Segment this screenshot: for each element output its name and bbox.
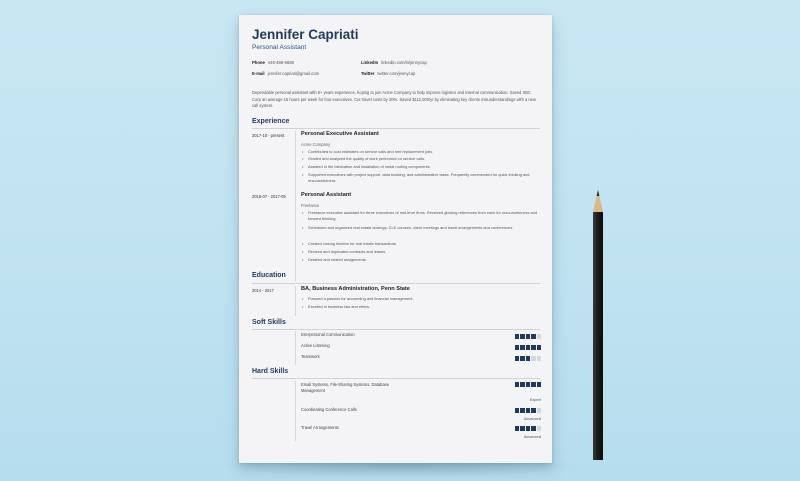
job-bullet: • Contributed to cost estimates on service calls and rent replacement jobs. [301,149,539,155]
skill-rating [515,426,542,431]
job-dates: 2016-07 - 2017-09 [252,194,286,199]
job-bullet: • Created closing binders for real estate transactions. [301,241,539,247]
timeline-line [295,331,296,365]
job-title: Personal Assistant [301,192,352,198]
job-company: Freelance [301,203,320,208]
job-bullet: • Revised and duplicated contracts and leases. [301,249,539,255]
job-bullet: • Scheduled and organized real estate closings, CLE courses, client meetings and travel arrangements and conferences. [301,225,539,231]
skill-rating [515,334,542,339]
skill-name: Active Listening [301,343,330,348]
job-bullet: • Detailed and related assignments. [301,257,539,263]
email-value: jennifer.capriati@gmail.com [267,71,320,76]
skill-rating [515,356,542,361]
rating-square [520,356,525,361]
rating-square [515,345,520,350]
skill-name: Interpersonal Communication [301,332,355,337]
job-bullet: • Assisted in the fabrication and installation of metal roofing components. [301,164,539,170]
skill-name: Teamwork [301,354,320,359]
rating-square [520,408,525,413]
timeline-line [295,131,296,281]
skill-level: Expert [529,397,541,402]
rating-square [520,345,525,350]
rating-square [531,382,536,387]
rating-square [515,408,520,413]
resume-page [239,15,552,463]
education-dates: 2014 - 2017 [252,288,274,293]
rating-square [531,426,536,431]
skill-level: Advanced [523,434,541,439]
education-heading: Education [252,272,286,279]
twitter-value: twitter.com/jennycap [377,71,416,76]
rating-square [515,382,520,387]
twitter-label: Twitter [361,71,375,76]
rating-square [526,356,531,361]
job-bullet: • Graded and analyzed the quality of work performed on service calls. [301,156,539,162]
rating-square [537,408,542,413]
job-bullet: • Supported executives with project support, data tracking, and administrative tasks. Frequently commended for quick thinking and resourcefulness. [301,172,539,184]
linkedin-label: LinkedIn [361,60,379,65]
degree-title: BA, Business Administration, Penn State [301,286,410,292]
rating-square [526,426,531,431]
soft-skills-heading: Soft Skills [252,319,286,326]
skill-rating [515,345,542,350]
phone-label: Phone [252,60,265,65]
pencil [591,190,605,462]
rating-square [537,345,542,350]
section-divider [252,329,540,330]
rating-square [537,382,542,387]
rating-square [526,334,531,339]
rating-square [515,426,520,431]
timeline-line [295,286,296,316]
email-label: E-mail [252,71,265,76]
job-dates: 2017-10 - present [252,133,285,138]
rating-square [531,345,536,350]
rating-square [537,334,542,339]
candidate-name: Jennifer Capriati [252,27,359,42]
summary-text: Dependable personal assistant with 5+ years experience, hoping to join Acme Company to help improve logistics and internal communication. Saved XBC Corp an average 15 hours per week for four executives. Cut travel costs by 20%. Saved $112,000/yr by eliminating key clients misunderstandings with a new call system. [252,90,536,109]
section-divider [252,128,540,129]
candidate-role: Personal Assistant [252,44,307,51]
skill-name: Coordinating Conference Calls [301,407,357,412]
rating-square [515,334,520,339]
contact-linkedin [361,60,427,65]
rating-square [537,426,542,431]
hard-skills-heading: Hard Skills [252,368,289,375]
rating-square [537,356,542,361]
section-divider [252,283,540,284]
job-company: Acme Company [301,142,331,147]
experience-heading: Experience [252,118,290,125]
education-bullet: • Pursued a passion for accounting and financial management. [301,296,539,302]
skill-name: Email Systems, File-Sharing Systems, Database Management [301,382,390,394]
rating-square [526,345,531,350]
job-title: Personal Executive Assistant [301,131,379,137]
contact-phone [252,60,294,65]
contact-email [252,71,319,76]
linkedin-value: linkedin.com/in/jennycap [381,60,427,65]
rating-square [526,382,531,387]
skill-level: Advanced [523,416,541,421]
rating-square [531,334,536,339]
skill-rating [515,382,542,387]
section-divider [252,378,540,379]
rating-square [526,408,531,413]
rating-square [531,356,536,361]
skill-name: Travel Arrangements [301,425,339,430]
skill-rating [515,408,542,413]
job-bullet: • Freelance executive assistant for three executives of mid-level firms. Received glowing references from each for resourcefulness and forward thinking. [301,210,539,222]
rating-square [531,408,536,413]
rating-square [515,356,520,361]
contact-twitter [361,71,415,76]
rating-square [520,334,525,339]
phone-value: 448-486-9688 [267,60,294,65]
education-bullet: • Excelled in business law and ethics. [301,304,539,310]
timeline-line [295,381,296,441]
rating-square [520,426,525,431]
rating-square [520,382,525,387]
